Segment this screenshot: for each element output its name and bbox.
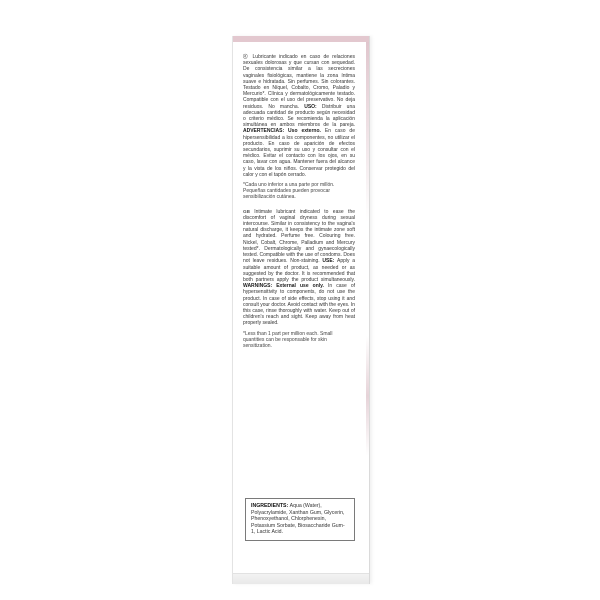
spanish-advertencias-text: En caso de hipersensibilidad a los componentes, no utilizar el producto. En caso de aparición de efectos secundarios, suprimir su uso y consultar con el médico. Evitar el contacto con los ojos, en su caso, lavar con agua. Mantener fuera del alcance y la vista de los niños. Conservar protegido del calor y con el tapón cerrado. [243,128,355,178]
english-flag-icon: GB [243,208,255,214]
box-bottom-flap [233,573,369,584]
english-intro-text: Intimate lubricant indicated to ease the discomfort of vaginal dryness during sexual intercourse. Similar in consistency to the vagina's natural discharge, it keeps the intimate zone soft and hydrated. Perfume free. Colouring free. Nickel, Cobalt, Chrome, Palladium and Mercury tested*. Dermatologically and gynaecologically tested. Compatible with the use of condoms. Does not leave residues. Non-staining. [243,208,356,265]
english-use-text: Apply a suitable amount of product, as needed or as suggested by the doctor. It is recommended that both partners apply the product simultaneously. [243,258,356,283]
english-footnote: *Less than 1 part per million each. Small quantities can be responsable for skin sensitization. [243,330,333,349]
spanish-uso-text: Distribuir una adecuada cantidad de producto según necesidad o criterio médico. Se recomienda la aplicación simultánea en ambos miembros de la pareja. [243,103,356,129]
box-top-accent-strip [233,36,369,42]
english-use-label: USE: [322,258,338,265]
english-warnings-text: In case of hypersensitivity to components, do not use the product. In case of side effects, stop using it and consult your doctor. Avoid contact with the eyes. In this case, rinse thoroughly with water. Keep out of children's reach and sight. Keep away from heat properly sealed. [243,283,355,327]
ingredients-label: INGREDIENTS: [251,503,290,509]
ingredients-box [245,498,355,541]
label-text-area [243,54,355,357]
spanish-description [243,54,355,178]
english-warnings-label: WARNINGS: External use only. [243,283,328,290]
spanish-advertencias-label: ADVERTENCIAS: Uso externo. [243,128,325,135]
product-box-side-panel [232,36,370,584]
spanish-footnote: *Cada uno inferior a una parte por millón. Pequeñas cantidades pueden provocar sensibilización cutánea. [243,182,335,201]
spanish-intro-text: Lubricante indicado en caso de relaciones sexuales dolorosas y que cursan con sequedad. De consistencia similar a las secreciones vaginales fisiológicas, mantiene la zona íntima suave e hidratada. Sin perfumes. Sin colorantes. Testado en Níquel, Cobalto, Cromo, Paladio y Mercurio*. Clínica y dermatológicamente testado. Compatible con el uso del preservativo. No deja residuos. No mancha. [243,54,355,110]
spanish-uso-label: USO: [304,103,322,110]
english-description [243,209,355,327]
box-right-edge-tint [366,42,369,222]
spanish-flag-icon: ⓔ [243,54,253,59]
box-right-edge-tint-lower [366,336,369,456]
ingredients-text: Aqua (Water), Polyacrylamide, Xanthan Gum, Glycerin, Phenoxyethanol, Chlorphenesin, Potassium Sorbate, Biosaccharide Gum-1, Lactic Acid. [251,503,345,536]
